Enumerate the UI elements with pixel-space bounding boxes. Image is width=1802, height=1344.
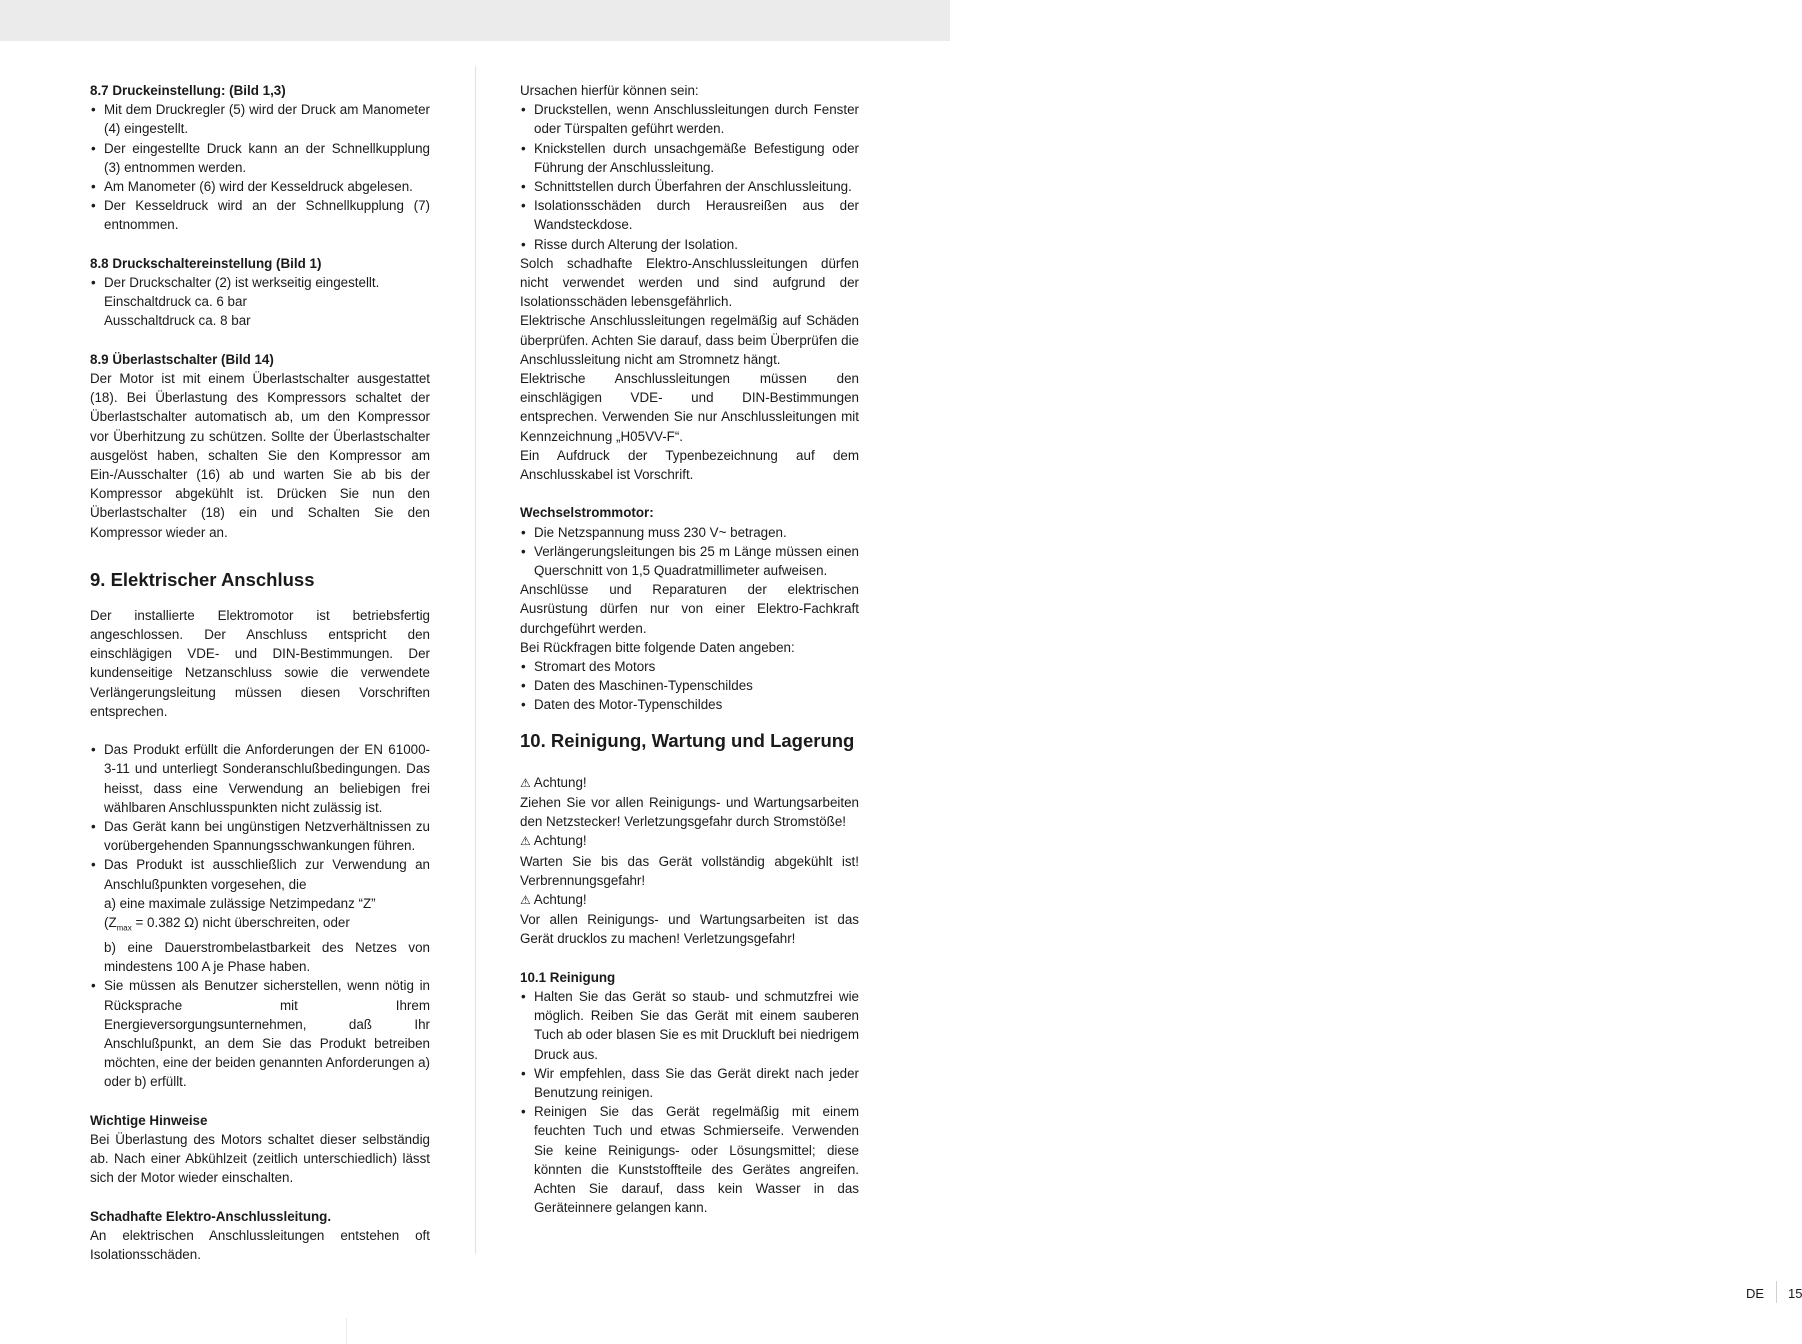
section-10-1-heading: 10.1 Reinigung xyxy=(520,969,616,985)
list-item: • Verlängerungsleitungen bis 25 m Länge müssen einen Querschnitt von 1,5 Quadratmillimeter aufweisen. xyxy=(520,542,859,580)
list-item: • Daten des Maschinen-Typenschildes xyxy=(520,676,859,695)
list-item: • Schnittstellen durch Überfahren der Anschlussleitung. xyxy=(520,177,859,196)
column-divider xyxy=(475,66,476,1254)
list-item: • Halten Sie das Gerät so staub- und schmutzfrei wie möglich. Reiben Sie das Gerät mit einem sauberen Tuch ab oder blasen Sie es mit Druckluft bei niedrigem Druck aus. xyxy=(520,987,859,1064)
list-item: • Der Kesseldruck wird an der Schnellkupplung (7) entnommen. xyxy=(90,196,430,234)
list-item: • Der Druckschalter (2) ist werkseitig eingestellt. xyxy=(90,273,430,292)
list-item: • Wir empfehlen, dass Sie das Gerät direkt nach jeder Benutzung reinigen. xyxy=(520,1064,859,1102)
list-item: • Druckstellen, wenn Anschlussleitungen durch Fenster oder Türspalten geführt werden. xyxy=(520,100,859,138)
switch-on-pressure: Einschaltdruck ca. 6 bar xyxy=(104,294,247,310)
paragraph: Ein Aufdruck der Typenbezeichnung auf dem Anschlusskabel ist Vorschrift. xyxy=(520,447,859,483)
section-9-heading: 9. Elektrischer Anschluss xyxy=(90,568,315,590)
list-item: • Reinigen Sie das Gerät regelmäßig mit einem feuchten Tuch und etwas Schmierseife. Verwenden Sie keine Reinigungs- oder Lösungsmittel; diese könnten die Kunststoffteile des Gerätes angreifen. Achten Sie darauf, dass kein Wasser in das Geräteinnere gelangen kann. xyxy=(520,1102,859,1217)
section-8-8-heading: 8.8 Druckschaltereinstellung (Bild 1) xyxy=(90,255,322,271)
ac-motor-list xyxy=(520,523,859,581)
warning-label xyxy=(520,831,859,851)
section-10-heading: 10. Reinigung, Wartung und Lagerung xyxy=(520,729,855,751)
list-item-text: Das Produkt ist ausschließlich zur Verwendung an Anschlußpunkten vorgesehen, die xyxy=(104,857,430,892)
footer-divider xyxy=(1776,1281,1777,1303)
bottom-mark xyxy=(346,1318,347,1344)
warning-body: Vor allen Reinigungs- und Wartungsarbeiten ist das Gerät drucklos zu machen! Verletzungsgefahr! xyxy=(520,912,859,947)
warning-body: Ziehen Sie vor allen Reinigungs- und Wartungsarbeiten den Netzstecker! Verletzungsgefahr durch Stromstöße! xyxy=(520,794,859,830)
section-9-text: Der installierte Elektromotor ist betriebsfertig angeschlossen. Der Anschluss entspricht den einschlägigen VDE- und DIN-Bestimmungen. Der kundenseitige Netzanschluss sowie die verwendete Verlängerungsleitung müssen diesen Vorschriften entsprechen. xyxy=(90,607,430,719)
top-bar xyxy=(0,0,950,41)
causes-list xyxy=(520,100,859,254)
list-item xyxy=(90,855,430,976)
impedance-value: = 0.382 Ω) nicht überschreiten, oder xyxy=(131,915,350,931)
warning-body: Warten Sie bis das Gerät vollständig abgekühlt ist! Verbrennungsgefahr! xyxy=(520,853,859,888)
defect-heading: Schadhafte Elektro-Anschlussleitung. xyxy=(90,1208,332,1224)
paragraph: Bei Rückfragen bitte folgende Daten angeben: xyxy=(520,639,795,655)
hints-heading: Wichtige Hinweise xyxy=(90,1112,208,1128)
list-item: • Mit dem Druckregler (5) wird der Druck am Manometer (4) eingestellt. xyxy=(90,100,430,138)
section-8-9-heading: 8.9 Überlastschalter (Bild 14) xyxy=(90,351,274,367)
impedance-prefix: (Z xyxy=(104,915,117,931)
switch-off-pressure: Ausschaltdruck ca. 8 bar xyxy=(104,313,251,329)
causes-intro: Ursachen hierfür können sein: xyxy=(520,83,699,98)
left-column xyxy=(90,81,430,1264)
right-column xyxy=(520,81,859,1217)
paragraph: Elektrische Anschlussleitungen müssen den einschlägigen VDE- und DIN-Bestimmungen entsprechen. Verwenden Sie nur Anschlussleitungen mit Kennzeichnung „H05VV-F“. xyxy=(520,371,859,444)
data-list xyxy=(520,657,859,715)
ac-motor-heading: Wechselstrommotor: xyxy=(520,505,654,521)
hints-text: Bei Überlastung des Motors schaltet dieser selbständig ab. Nach einer Abkühlzeit (zeitlich unterschiedlich) lässt sich der Motor wieder einschalten. xyxy=(90,1131,430,1186)
paragraph: Elektrische Anschlussleitungen regelmäßig auf Schäden überprüfen. Achten Sie darauf, dass beim Überprüfen die Anschlussleitung nicht am Stromnetz hängt. xyxy=(520,313,859,367)
section-8-7-heading: 8.7 Druckeinstellung: (Bild 1,3) xyxy=(90,83,286,98)
list-item-text: a) eine maximale zulässige Netzimpedanz “Z” xyxy=(104,895,376,911)
list-item-text: b) eine Dauerstrombelastbarkeit des Netzes von mindestens 100 A je Phase haben. xyxy=(104,939,430,975)
list-item: • Am Manometer (6) wird der Kesseldruck abgelesen. xyxy=(90,177,430,196)
impedance-subscript: max xyxy=(116,923,132,933)
defect-text: An elektrischen Anschlussleitungen entstehen oft Isolationsschäden. xyxy=(90,1227,430,1263)
list-item: • Die Netzspannung muss 230 V~ betragen. xyxy=(520,523,859,542)
warning-text: Achtung! xyxy=(533,833,587,849)
list-item: • Das Produkt erfüllt die Anforderungen der EN 61000-3-11 und unterliegt Sonderanschlußbedingungen. Das heisst, dass eine Verwendung an beliebigen frei wählbaren Anschlusspunkten nicht zulässig ist. xyxy=(90,740,430,817)
list-item: • Das Gerät kann bei ungünstigen Netzverhältnissen zu vorübergehenden Spannungsschwankungen führen. xyxy=(90,817,430,855)
language-code: DE xyxy=(1746,1286,1765,1301)
paragraph: Solch schadhafte Elektro-Anschlussleitungen dürfen nicht verwendet werden und sind aufgrund der Isolationsschäden lebensgefährlich. xyxy=(520,255,859,310)
warning-label xyxy=(520,890,859,910)
section-8-7-list xyxy=(90,100,430,234)
list-item: • Knickstellen durch unsachgemäße Befestigung oder Führung der Anschlussleitung. xyxy=(520,139,859,177)
section-9-list xyxy=(90,740,430,1091)
paragraph: Anschlüsse und Reparaturen der elektrischen Ausrüstung dürfen nur von einer Elektro-Fachkraft durchgeführt werden. xyxy=(520,582,859,636)
warning-text: Achtung! xyxy=(533,774,587,790)
section-10-1-list xyxy=(520,987,859,1217)
warning-text: Achtung! xyxy=(533,891,587,907)
section-8-9-text: Der Motor ist mit einem Überlastschalter ausgestattet (18). Bei Überlastung des Kompressors schaltet der Überlastschalter automatisch ab, um den Kompressor vor Überhitzung zu schützen. Sollte der Überlastschalter ausgelöst haben, schalten Sie den Kompressor am Ein-/Ausschalter (16) ab und warten Sie ab bis der Kompressor abgekühlt ist. Drücken Sie nun den Überlastschalter (18) ein und Schalten Sie den Kompressor wieder an. xyxy=(90,371,430,540)
section-8-8-list xyxy=(90,273,430,292)
page-number: 15 xyxy=(1788,1286,1802,1301)
list-item: • Risse durch Alterung der Isolation. xyxy=(520,235,859,254)
list-item: • Der eingestellte Druck kann an der Schnellkupplung (3) entnommen werden. xyxy=(90,139,430,177)
list-item: • Isolationsschäden durch Herausreißen aus der Wandsteckdose. xyxy=(520,196,859,234)
list-item: • Stromart des Motors xyxy=(520,657,859,676)
list-item: • Daten des Motor-Typenschildes xyxy=(520,695,859,714)
list-item: • Sie müssen als Benutzer sicherstellen, wenn nötig in Rücksprache mit Ihrem Energieversorgungsunternehmen, daß Ihr Anschlußpunkt, an dem Sie das Produkt betreiben möchten, eine der beiden genannten Anforderungen a) oder b) erfüllt. xyxy=(90,976,430,1091)
warning-label xyxy=(520,773,859,793)
